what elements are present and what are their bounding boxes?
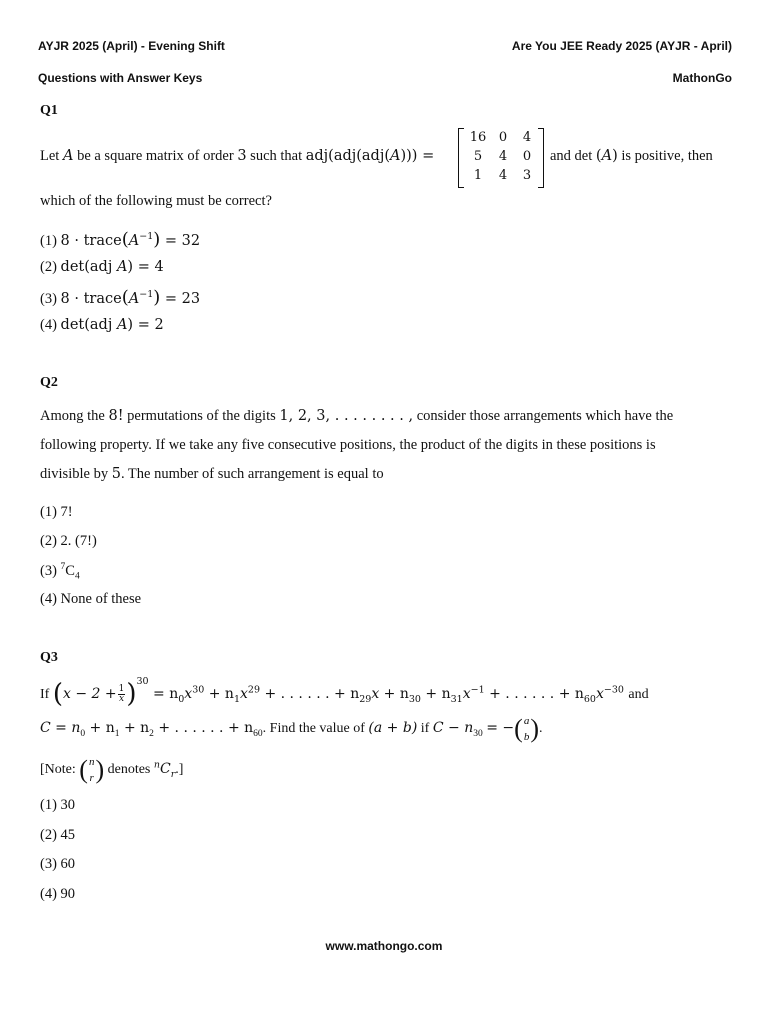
matrix-cell: 0 <box>498 130 508 145</box>
q3-option-4: (4) 90 <box>40 886 76 902</box>
matrix-cell: 4 <box>522 130 532 145</box>
q3-rhs-term: + $n_{31}x^{-1}$ <box>420 684 485 705</box>
q1-option-2: (2) det(adj A) = 4 <box>40 259 164 275</box>
q1-statement-tail: and det (A) is positive, then <box>550 148 713 164</box>
q2-option-4: (4) None of these <box>40 591 142 607</box>
q1-option-1: (1) $8 \cdot trace(A^{-1}) = 32$ <box>40 229 201 250</box>
q1-label: Q1 <box>40 103 58 118</box>
q2-option-2: (2) 2. (7!) <box>40 533 97 549</box>
q1-statement-line1: Let A be a square matrix of order 3 such that adj(adj(adj(A))) = <box>40 148 435 164</box>
q3-rhs-term: + . . . . . . + $n_{29}x$ <box>260 686 380 705</box>
q2-option-3: (3) $^7C_4$ <box>40 562 80 582</box>
q3-statement-line2: $C = n_0 + n_1 + n_2$ + . . . . . . + $n_{60}$. Find the value of (a + b) if $C - n_{30}$ = −( a b ). <box>40 714 543 743</box>
q3-option-3: (3) 60 <box>40 856 76 872</box>
footer-website: www.mathongo.com <box>325 939 443 953</box>
matrix-cell: 0 <box>522 149 532 164</box>
q3-rhs-term: + . . . . . . + $n_{60}x^{-30}$ <box>484 684 624 705</box>
q1-option-3: (3) $8 \cdot trace(A^{-1}) = 23$ <box>40 287 201 308</box>
q1-option-4: (4) det(adj A) = 2 <box>40 317 164 333</box>
q3-note: [Note: ( n r ) denotes $^nC_r$.] <box>40 755 184 784</box>
q3-rhs-term: + $n_1x^{29}$ <box>204 684 260 705</box>
q3-statement-line1: If (x − 2 + $\frac{1}{x}$ )$^{30} = n_0x^{30} + n_1x^{29}$ + . . . . . . + $n_{29}x + n_{30} + n_{31}x^{-1}$ + . . . . . . + $n_{60}x^{-30}$ and <box>40 676 649 709</box>
q3-option-2: (2) 45 <box>40 827 76 843</box>
q2-statement-line1: Among the 8! permutations of the digits 1, 2, 3, . . . . . . . . , consider those arrangements which have the <box>40 408 674 424</box>
q1-matrix <box>458 128 544 186</box>
q2-label: Q2 <box>40 375 58 390</box>
q1-statement-line2: which of the following must be correct? <box>40 193 272 209</box>
matrix-cell: 3 <box>522 168 532 183</box>
header-subtitle: Questions with Answer Keys <box>38 71 203 85</box>
matrix-cell: 16 <box>469 130 487 145</box>
q2-statement-line3: divisible by 5. The number of such arrangement is equal to <box>40 466 384 482</box>
header-brand: MathonGo <box>672 71 732 85</box>
header-series-title: Are You JEE Ready 2025 (AYJR - April) <box>511 39 732 53</box>
q3-rhs-term: + $n_{30}$ <box>379 686 421 705</box>
matrix-cell: 4 <box>498 149 508 164</box>
matrix-cell: 5 <box>473 149 483 164</box>
q3-rhs-term: = $n_0x^{30}$ <box>153 684 205 705</box>
matrix-cell: 4 <box>498 168 508 183</box>
matrix-cell: 1 <box>473 168 483 183</box>
header-exam-title: AYJR 2025 (April) - Evening Shift <box>38 39 225 53</box>
q3-option-1: (1) 30 <box>40 797 76 813</box>
q2-statement-line2: following property. If we take any five consecutive positions, the product of the digits in these positions is <box>40 437 656 453</box>
q3-label: Q3 <box>40 650 58 665</box>
q2-option-1: (1) 7! <box>40 504 73 520</box>
